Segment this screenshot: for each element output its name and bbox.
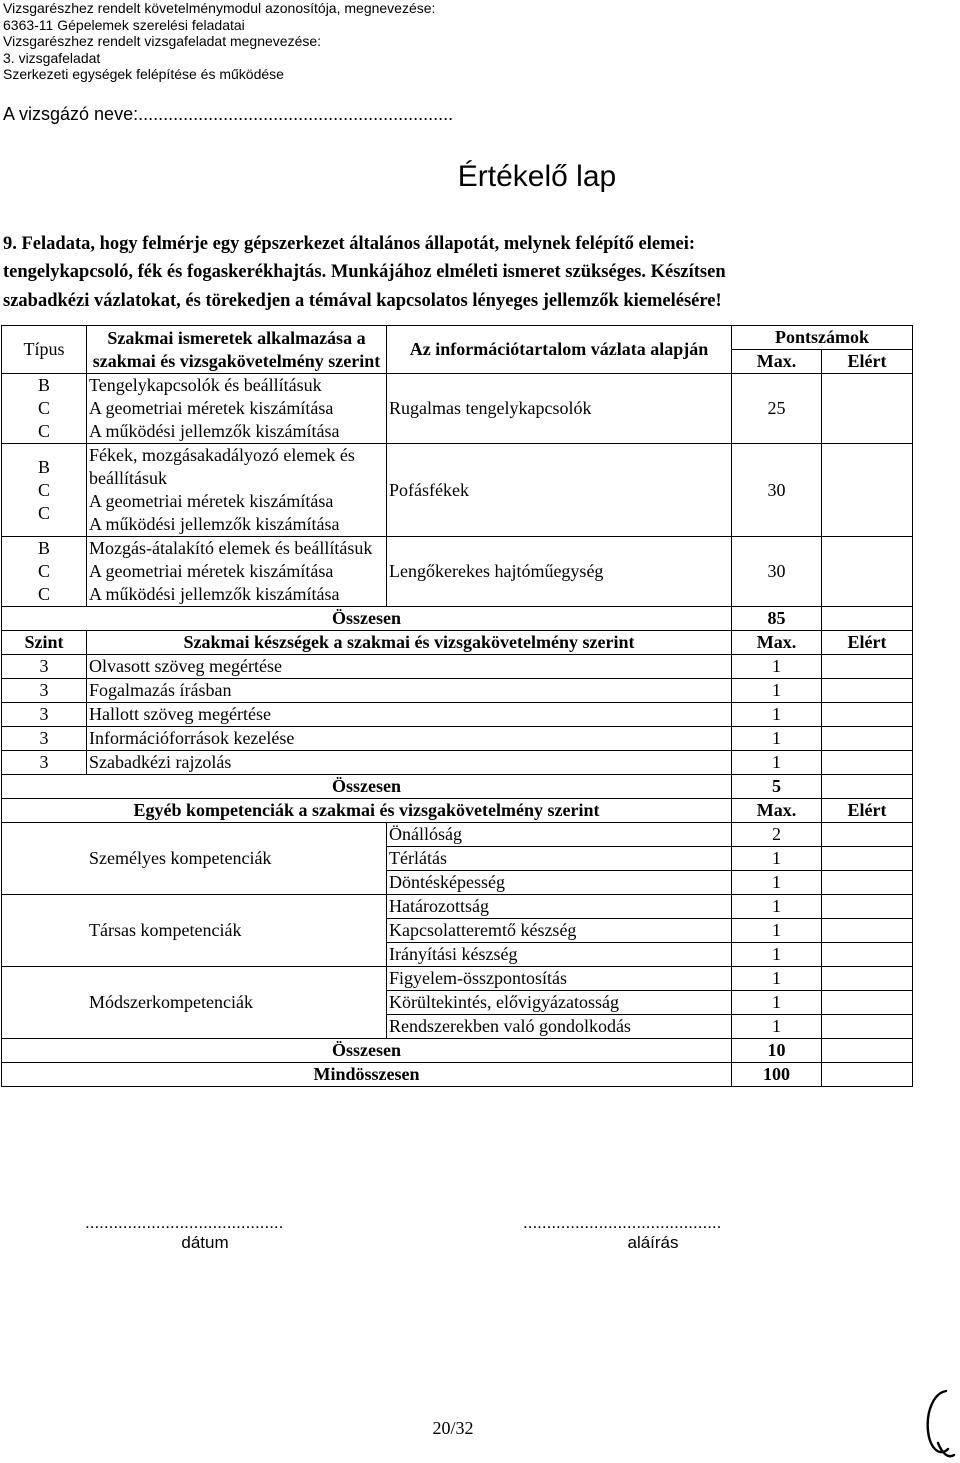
type-codes: B C C [2,444,87,537]
skill-name: Szabadkézi rajzolás [87,751,732,775]
max-points: 1 [732,655,822,679]
header-max: Max. [732,350,822,374]
total-max: 10 [732,1039,822,1063]
max-points: 30 [732,444,822,537]
task-line: 9. Feladata, hogy felmérje egy gépszerkezet általános állapotát, melynek felépítő elemei: [3,234,696,254]
topic: Lengőkerekes hajtóműegység [387,537,732,607]
header-points: Pontszámok [732,326,913,350]
task-line: tengelykapcsoló, fék és fogaskerékhajtás. Munkájához elméleti ismeret szükséges. Készítsen [3,262,726,283]
skill-level: 3 [2,679,87,703]
skill-level: 3 [2,727,87,751]
achieved-points [822,919,913,943]
achieved-points [822,991,913,1015]
competence-name: Körültekintés, elővigyázatosság [387,991,732,1015]
total-max: 5 [732,775,822,799]
table-row [2,727,913,751]
signature-field [523,1213,793,1253]
max-points: 1 [732,751,822,775]
date-dots: .......................................... [85,1213,284,1232]
header-achieved: Elért [822,631,913,655]
header-max: Max. [732,631,822,655]
grand-total-label: Mindösszesen [2,1063,732,1087]
date-label: dátum [181,1233,229,1252]
achieved-points [822,537,913,607]
page-title: Értékelő lap [457,160,617,193]
grand-total-achieved [822,1063,913,1087]
type-codes: B C C [2,374,87,444]
achieved-points [822,703,913,727]
header-line: 3. vizsgafeladat [3,49,101,66]
achieved-points [822,847,913,871]
table-row [2,374,913,444]
header-line: Vizsgarészhez rendelt követelménymodul azonosítója, megnevezése: [3,0,436,16]
skill-level: 3 [2,703,87,727]
table-row [2,967,913,991]
table-row [2,823,913,847]
table-row [2,655,913,679]
skill-name: Olvasott szöveg megértése [87,655,732,679]
max-points: 25 [732,374,822,444]
total-row [2,775,913,799]
total-achieved [822,607,913,631]
achieved-points [822,374,913,444]
total-achieved [822,775,913,799]
total-row [2,1039,913,1063]
header-max: Max. [732,799,822,823]
competence-name: Kapcsolatteremtő készség [387,919,732,943]
competence-header-row [2,799,913,823]
max-points: 1 [732,991,822,1015]
table-row [2,537,913,607]
table-row [2,703,913,727]
max-points: 1 [732,871,822,895]
competence-name: Figyelem-összpontosítás [387,967,732,991]
header-type: Típus [2,326,87,374]
header-skills: Szakmai készségek a szakmai és vizsgakövetelmény szerint [87,631,732,655]
achieved-points [822,444,913,537]
task-description [3,230,906,315]
competence-name: Rendszerekben való gondolkodás [387,1015,732,1039]
table-row [2,895,913,919]
max-points: 1 [732,847,822,871]
max-points: 1 [732,679,822,703]
signature-dots: .......................................... [523,1213,722,1232]
skill-name: Hallott szöveg megértése [87,703,732,727]
table-row [2,679,913,703]
achieved-points [822,823,913,847]
date-field [85,1213,355,1253]
skill-name: Információforrások kezelése [87,727,732,751]
achieved-points [822,655,913,679]
competence-group: Személyes kompetenciák [2,823,387,895]
max-points: 2 [732,823,822,847]
achieved-points [822,871,913,895]
header-line: 6363-11 Gépelemek szerelési feladatai [3,16,245,33]
signature-label: aláírás [627,1233,679,1252]
max-points: 1 [732,919,822,943]
total-label: Összesen [2,775,732,799]
grand-total-row [2,1063,913,1087]
max-points: 1 [732,967,822,991]
total-label: Összesen [2,1039,732,1063]
skill-level: 3 [2,751,87,775]
max-points: 1 [732,1015,822,1039]
document-header [3,0,435,83]
skills-header-row [2,631,913,655]
max-points: 1 [732,703,822,727]
max-points: 30 [732,537,822,607]
header-line: Szerkezeti egységek felépítése és működése [3,66,284,83]
header-achieved: Elért [822,799,913,823]
achieved-points [822,895,913,919]
total-max: 85 [732,607,822,631]
knowledge-items: Mozgás-átalakító elemek és beállításuk A geometriai méretek kiszámítása A működési jellemzők kiszámítása [87,537,387,607]
competence-group: Társas kompetenciák [2,895,387,967]
achieved-points [822,727,913,751]
knowledge-items: Tengelykapcsolók és beállításuk A geometriai méretek kiszámítása A működési jellemzők kiszámítása [87,374,387,444]
competence-name: Önállóság [387,823,732,847]
grand-total-max: 100 [732,1063,822,1087]
header-knowledge: Szakmai ismeretek alkalmazása a szakmai és vizsgakövetelmény szerint [87,326,387,374]
max-points: 1 [732,943,822,967]
achieved-points [822,1015,913,1039]
header-line: Vizsgarészhez rendelt vizsgafeladat megnevezése: [3,33,322,50]
skill-name: Fogalmazás írásban [87,679,732,703]
total-label: Összesen [2,607,732,631]
max-points: 1 [732,727,822,751]
skill-level: 3 [2,655,87,679]
achieved-points [822,751,913,775]
knowledge-items: Fékek, mozgásakadályozó elemek és beállításuk A geometriai méretek kiszámítása A működési jellemzők kiszámítása [87,444,387,537]
header-achieved: Elért [822,350,913,374]
handwritten-initial-icon [918,1383,958,1463]
header-competences: Egyéb kompetenciák a szakmai és vizsgakövetelmény szerint [2,799,732,823]
competence-group: Módszerkompetenciák [2,967,387,1039]
max-points: 1 [732,895,822,919]
candidate-name-line: A vizsgázó neve:............................................................... [3,104,454,124]
type-codes: B C C [2,537,87,607]
table-row [2,444,913,537]
evaluation-table [1,325,913,1087]
achieved-points [822,967,913,991]
total-row [2,607,913,631]
achieved-points [822,679,913,703]
task-line: szabadkézi vázlatokat, és törekedjen a témával kapcsolatos lényeges jellemzők kiemelésére! [3,290,722,311]
achieved-points [822,943,913,967]
total-achieved [822,1039,913,1063]
page-number: 20/32 [432,1418,474,1438]
competence-name: Határozottság [387,895,732,919]
competence-name: Döntésképesség [387,871,732,895]
header-level: Szint [2,631,87,655]
competence-name: Irányítási készség [387,943,732,967]
table-row [2,751,913,775]
topic: Rugalmas tengelykapcsolók [387,374,732,444]
topic: Pofásfékek [387,444,732,537]
competence-name: Térlátás [387,847,732,871]
header-source: Az információtartalom vázlata alapján [387,326,732,374]
